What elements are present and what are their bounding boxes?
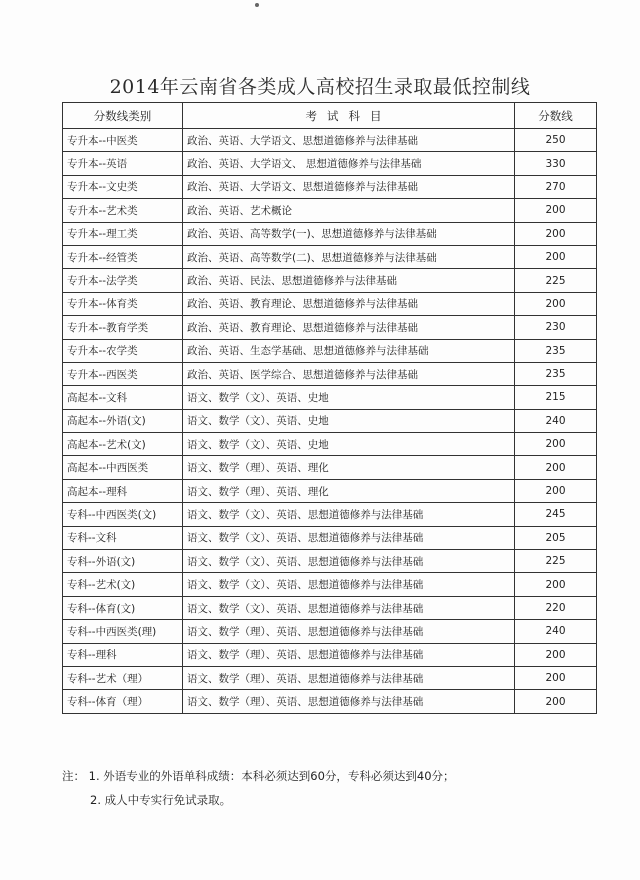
category-cell: 高起本--中西医类 bbox=[63, 456, 183, 479]
table-row bbox=[63, 292, 597, 315]
score-cell: 240 bbox=[515, 409, 597, 432]
subjects-cell: 语文、数学（文）、英语、史地 bbox=[183, 433, 515, 456]
subjects-cell: 语文、数学（文）、英语、思想道德修养与法律基础 bbox=[183, 503, 515, 526]
table-row bbox=[63, 526, 597, 549]
score-cell: 240 bbox=[515, 620, 597, 643]
category-cell: 专科--理科 bbox=[63, 643, 183, 666]
scan-speck bbox=[255, 3, 259, 7]
table-row bbox=[63, 503, 597, 526]
score-cell: 200 bbox=[515, 479, 597, 502]
subjects-cell: 政治、英语、医学综合、思想道德修养与法律基础 bbox=[183, 362, 515, 385]
score-cell: 270 bbox=[515, 175, 597, 198]
score-cell: 250 bbox=[515, 129, 597, 152]
subjects-cell: 政治、英语、教育理论、思想道德修养与法律基础 bbox=[183, 292, 515, 315]
subjects-cell: 政治、英语、大学语文、 思想道德修养与法律基础 bbox=[183, 152, 515, 175]
score-cell: 200 bbox=[515, 199, 597, 222]
category-cell: 专科--中西医类(理) bbox=[63, 620, 183, 643]
score-cell: 330 bbox=[515, 152, 597, 175]
score-cell: 200 bbox=[515, 573, 597, 596]
category-cell: 专科--艺术(文) bbox=[63, 573, 183, 596]
table-row bbox=[63, 129, 597, 152]
score-cell: 200 bbox=[515, 456, 597, 479]
score-cell: 200 bbox=[515, 245, 597, 268]
subjects-cell: 政治、英语、教育理论、思想道德修养与法律基础 bbox=[183, 316, 515, 339]
subjects-cell: 语文、数学（理）、英语、理化 bbox=[183, 456, 515, 479]
subjects-cell: 政治、英语、生态学基础、思想道德修养与法律基础 bbox=[183, 339, 515, 362]
subjects-cell: 语文、数学（理）、英语、思想道德修养与法律基础 bbox=[183, 620, 515, 643]
note-text-1: 1. 外语专业的外语单科成绩：本科必须达到60分，专科必须达到40分； bbox=[88, 769, 455, 783]
category-cell: 高起本--外语(文) bbox=[63, 409, 183, 432]
score-cell: 200 bbox=[515, 433, 597, 456]
table-row bbox=[63, 550, 597, 573]
note-line-1 bbox=[62, 764, 622, 788]
subjects-cell: 语文、数学（文）、英语、思想道德修养与法律基础 bbox=[183, 573, 515, 596]
note-prefix: 注： bbox=[62, 769, 85, 783]
category-cell: 专科--文科 bbox=[63, 526, 183, 549]
subjects-cell: 政治、英语、大学语文、思想道德修养与法律基础 bbox=[183, 129, 515, 152]
table-row bbox=[63, 386, 597, 409]
score-cell: 205 bbox=[515, 526, 597, 549]
table-row bbox=[63, 269, 597, 292]
subjects-cell: 语文、数学（理）、英语、思想道德修养与法律基础 bbox=[183, 666, 515, 689]
table-row bbox=[63, 479, 597, 502]
score-cell: 245 bbox=[515, 503, 597, 526]
category-cell: 专科--外语(文) bbox=[63, 550, 183, 573]
subjects-cell: 语文、数学（文）、英语、思想道德修养与法律基础 bbox=[183, 526, 515, 549]
category-cell: 专升本--理工类 bbox=[63, 222, 183, 245]
table-row bbox=[63, 339, 597, 362]
score-cell: 200 bbox=[515, 690, 597, 713]
table-row bbox=[63, 433, 597, 456]
subjects-cell: 政治、英语、高等数学(二)、思想道德修养与法律基础 bbox=[183, 245, 515, 268]
table-header-row bbox=[63, 103, 597, 129]
score-cell: 200 bbox=[515, 666, 597, 689]
table-row bbox=[63, 620, 597, 643]
table-row bbox=[63, 690, 597, 713]
subjects-cell: 政治、英语、民法、思想道德修养与法律基础 bbox=[183, 269, 515, 292]
table-body bbox=[63, 129, 597, 714]
table-row bbox=[63, 222, 597, 245]
table-row bbox=[63, 199, 597, 222]
category-cell: 高起本--艺术(文) bbox=[63, 433, 183, 456]
subjects-cell: 语文、数学（文）、英语、思想道德修养与法律基础 bbox=[183, 550, 515, 573]
subjects-cell: 语文、数学（文）、英语、史地 bbox=[183, 386, 515, 409]
category-cell: 专升本--经管类 bbox=[63, 245, 183, 268]
category-cell: 专科--艺术（理） bbox=[63, 666, 183, 689]
score-cell: 235 bbox=[515, 362, 597, 385]
notes bbox=[62, 764, 622, 812]
table-row bbox=[63, 666, 597, 689]
subjects-cell: 政治、英语、高等数学(一)、思想道德修养与法律基础 bbox=[183, 222, 515, 245]
category-cell: 专科--中西医类(文) bbox=[63, 503, 183, 526]
category-cell: 高起本--理科 bbox=[63, 479, 183, 502]
category-cell: 高起本--文科 bbox=[63, 386, 183, 409]
score-cell: 225 bbox=[515, 550, 597, 573]
category-cell: 专升本--中医类 bbox=[63, 129, 183, 152]
table-row bbox=[63, 643, 597, 666]
table-row bbox=[63, 573, 597, 596]
score-cell: 200 bbox=[515, 292, 597, 315]
category-cell: 专升本--文史类 bbox=[63, 175, 183, 198]
table-row bbox=[63, 456, 597, 479]
subjects-cell: 语文、数学（理）、英语、思想道德修养与法律基础 bbox=[183, 643, 515, 666]
header-category: 分数线类别 bbox=[63, 103, 183, 129]
category-cell: 专升本--英语 bbox=[63, 152, 183, 175]
table-row bbox=[63, 152, 597, 175]
score-cell: 225 bbox=[515, 269, 597, 292]
header-subjects: 考试科目 bbox=[183, 103, 515, 129]
document-title: 2014年云南省各类成人高校招生录取最低控制线 bbox=[109, 76, 531, 98]
subjects-cell: 语文、数学（理）、英语、理化 bbox=[183, 479, 515, 502]
category-cell: 专升本--法学类 bbox=[63, 269, 183, 292]
score-cell: 220 bbox=[515, 596, 597, 619]
category-cell: 专升本--体育类 bbox=[63, 292, 183, 315]
note-text-2: 2. 成人中专实行免试录取。 bbox=[90, 793, 232, 807]
subjects-cell: 语文、数学（理）、英语、思想道德修养与法律基础 bbox=[183, 690, 515, 713]
table-row bbox=[63, 316, 597, 339]
score-cell: 200 bbox=[515, 222, 597, 245]
score-cell: 230 bbox=[515, 316, 597, 339]
subjects-cell: 政治、英语、大学语文、思想道德修养与法律基础 bbox=[183, 175, 515, 198]
subjects-cell: 语文、数学（文）、英语、思想道德修养与法律基础 bbox=[183, 596, 515, 619]
category-cell: 专升本--农学类 bbox=[63, 339, 183, 362]
category-cell: 专升本--西医类 bbox=[63, 362, 183, 385]
table-row bbox=[63, 245, 597, 268]
category-cell: 专科--体育（理） bbox=[63, 690, 183, 713]
score-cell: 215 bbox=[515, 386, 597, 409]
subjects-cell: 政治、英语、艺术概论 bbox=[183, 199, 515, 222]
category-cell: 专升本--艺术类 bbox=[63, 199, 183, 222]
table-row bbox=[63, 362, 597, 385]
table-row bbox=[63, 596, 597, 619]
score-table bbox=[62, 102, 597, 714]
header-score: 分数线 bbox=[515, 103, 597, 129]
score-cell: 200 bbox=[515, 643, 597, 666]
subjects-cell: 语文、数学（文）、英语、史地 bbox=[183, 409, 515, 432]
score-cell: 235 bbox=[515, 339, 597, 362]
table-row bbox=[63, 175, 597, 198]
category-cell: 专升本--教育学类 bbox=[63, 316, 183, 339]
category-cell: 专科--体育(文) bbox=[63, 596, 183, 619]
note-line-2 bbox=[62, 788, 622, 812]
table-row bbox=[63, 409, 597, 432]
